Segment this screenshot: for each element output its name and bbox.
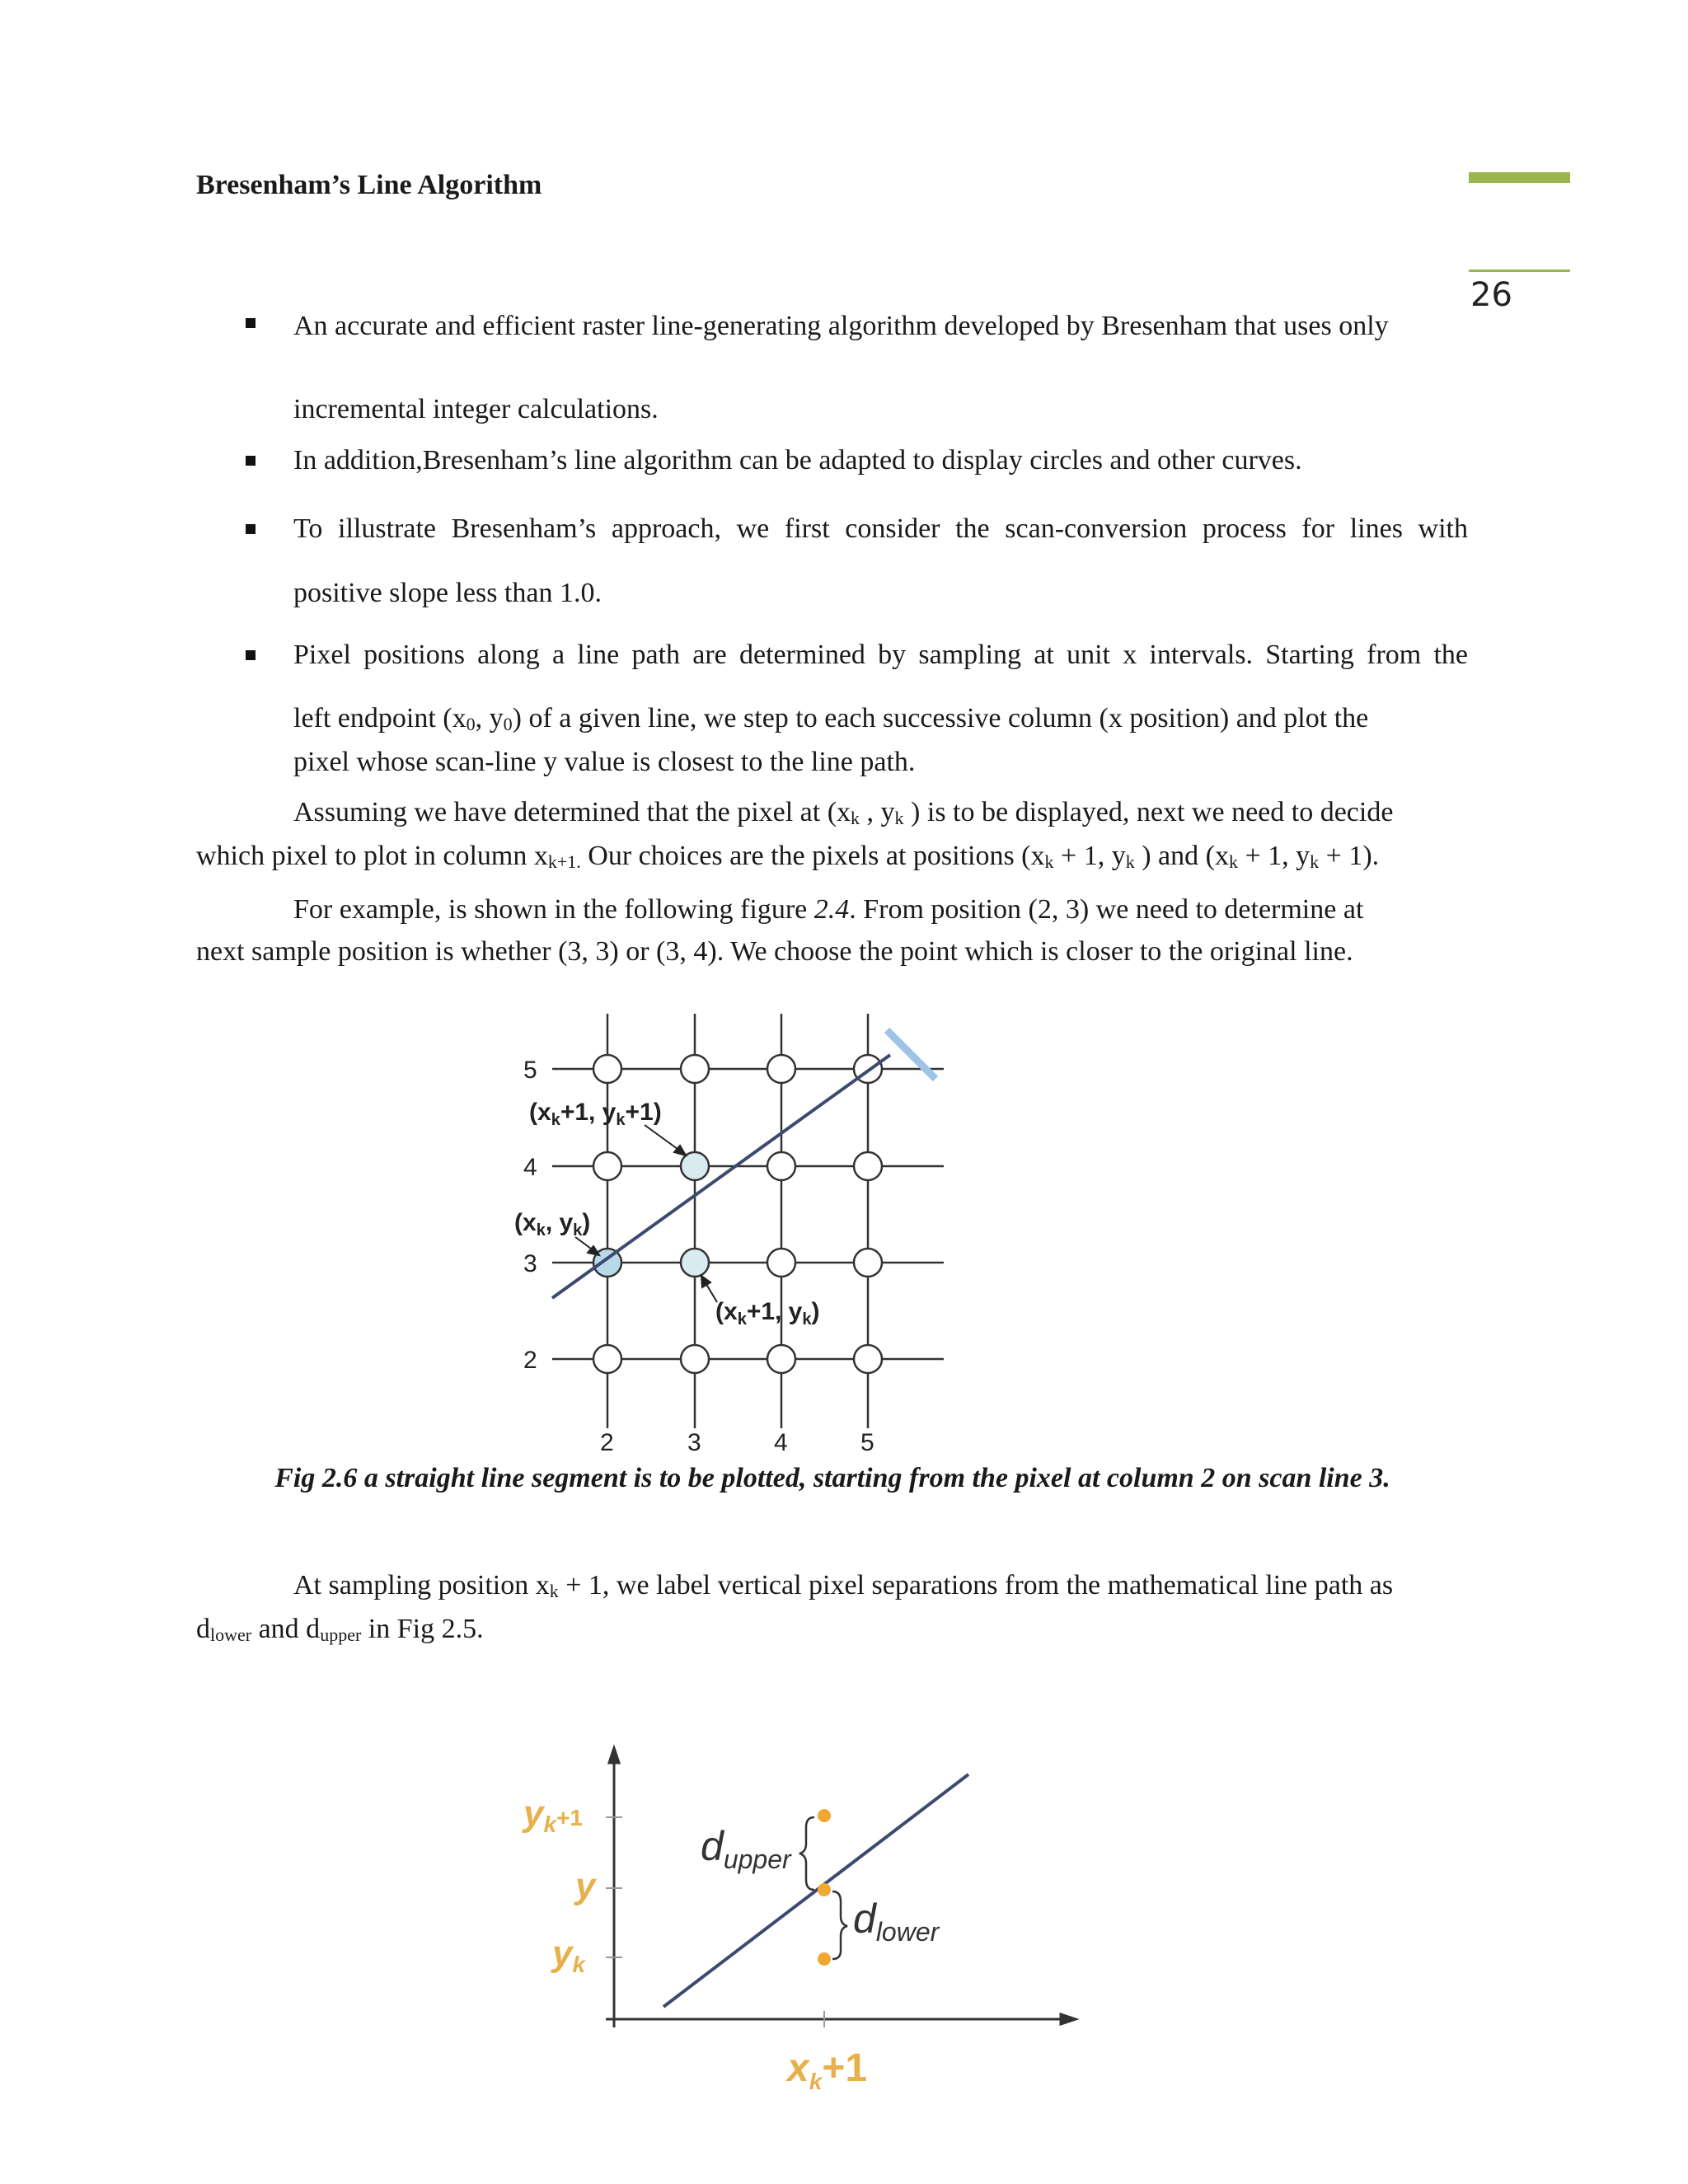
bullet-4-line-3: pixel whose scan-line y value is closest to the line path.	[293, 747, 916, 777]
pixel-2-2	[593, 1345, 621, 1373]
label-upper-candidate: ($x_k+1$, $y_k+1$)	[529, 1099, 662, 1129]
line-end-mark	[887, 1030, 935, 1079]
d-upper-label: $d_{upper}$	[701, 1823, 791, 1874]
y-tick-5: 5	[523, 1057, 537, 1084]
paragraph-2-line-1: For example, is shown in the following figure 2.4. From position (2, 3) we need to determine at	[293, 894, 1364, 925]
paragraph-3-line-2: $d_{lower}$ and $d_{upper}$ in Fig 2.5.	[196, 1614, 484, 1645]
y-label-mid: y	[575, 1866, 596, 1906]
pixel-5-4	[854, 1152, 882, 1180]
y-tick-2: 2	[523, 1347, 537, 1374]
bullet-marker	[246, 456, 256, 466]
label-current-pixel: ($x_k$, $y_k$)	[514, 1209, 591, 1240]
pixel-4-5	[767, 1055, 795, 1083]
bullet-marker	[246, 650, 256, 660]
figure-caption: Fig 2.6 a straight line segment is to be plotted, starting from the pixel at column 2 on scan line 3.	[274, 1463, 1390, 1493]
lower-pixel-dot	[818, 1952, 831, 1966]
pixel-candidate-right	[681, 1249, 709, 1277]
bullet-1-line-1: An accurate and efficient raster line-generating algorithm developed by Bresenham that uses only	[293, 311, 1389, 341]
x-tick-3: 3	[687, 1429, 701, 1455]
bullet-4-line-2: left endpoint ($x_0$, $y_0$) of a given line, we step to each successive column (x position) and plot the	[293, 703, 1369, 734]
x-tick-4: 4	[774, 1429, 788, 1455]
pixel-4-3	[767, 1249, 795, 1277]
y-tick-4: 4	[523, 1154, 537, 1181]
bullet-2-line-1: In addition,Bresenham’s line algorithm can be adapted to display circles and other curves.	[293, 445, 1302, 476]
figure-pixel-grid	[503, 1010, 964, 1455]
pixel-2-5	[593, 1055, 621, 1083]
pixel-3-2	[681, 1345, 709, 1373]
intersection-dot	[818, 1883, 831, 1896]
bullet-3-line-2: positive slope less than 1.0.	[293, 578, 602, 608]
x-tick-5: 5	[860, 1429, 874, 1455]
paragraph-2-line-2: next sample position is whether (3, 3) or (3, 4). We choose the point which is closer to the original line.	[196, 936, 1353, 967]
x-tick-2: 2	[600, 1429, 614, 1455]
pixel-4-2	[767, 1345, 795, 1373]
header-accent-rule	[1469, 269, 1570, 272]
x-label: $x_k+1$	[787, 2046, 868, 2094]
pixel-5-2	[854, 1345, 882, 1373]
x-axis-arrow	[1061, 2014, 1076, 2024]
y-label-upper: yk+1	[523, 1793, 583, 1837]
y-axis-arrow	[609, 1748, 619, 1763]
page-number: 26	[1470, 276, 1512, 314]
pixel-candidate-upper	[681, 1152, 709, 1180]
lower-brace	[832, 1891, 847, 1959]
line-path	[663, 1774, 968, 2007]
paragraph-3-line-1: At sampling position $x_k + 1$, we label vertical pixel separations from the mathematical line path as	[293, 1570, 1394, 1601]
y-label-lower: yk	[552, 1933, 586, 1977]
paragraph-1-line-2: which pixel to plot in column $x_{k+1.}$ Our choices are the pixels at positions ($x_k + 1$, $y_k$ ) and ($x_k + 1$, $y_k + 1$).	[196, 841, 1380, 872]
figure-distance-diagram	[503, 1735, 1080, 2097]
pixel-3-5	[681, 1055, 709, 1083]
bullet-marker	[246, 318, 256, 328]
paragraph-1-line-1: Assuming we have determined that the pixel at ($x_k$ , $y_k$ ) is to be displayed, next we need to decide	[293, 797, 1394, 828]
bullet-3-line-1: To illustrate Bresenham’s approach, we first consider the scan-conversion process for lines with	[293, 513, 1468, 544]
pixel-5-3	[854, 1249, 882, 1277]
pixel-2-4	[593, 1152, 621, 1180]
bullet-4-line-1: Pixel positions along a line path are determined by sampling at unit x intervals. Starting from the	[293, 640, 1468, 670]
upper-pixel-dot	[818, 1809, 831, 1822]
pixel-4-4	[767, 1152, 795, 1180]
d-lower-label: $d_{lower}$	[853, 1896, 940, 1947]
y-tick-3: 3	[523, 1250, 537, 1277]
page-title: Bresenham’s Line Algorithm	[196, 170, 542, 200]
label-right-candidate: ($x_k+1$, $y_k$)	[715, 1298, 820, 1329]
bullet-marker	[246, 524, 256, 534]
bullet-1-line-2: incremental integer calculations.	[293, 394, 659, 424]
upper-brace	[799, 1817, 814, 1890]
header-accent-bar	[1469, 172, 1570, 183]
